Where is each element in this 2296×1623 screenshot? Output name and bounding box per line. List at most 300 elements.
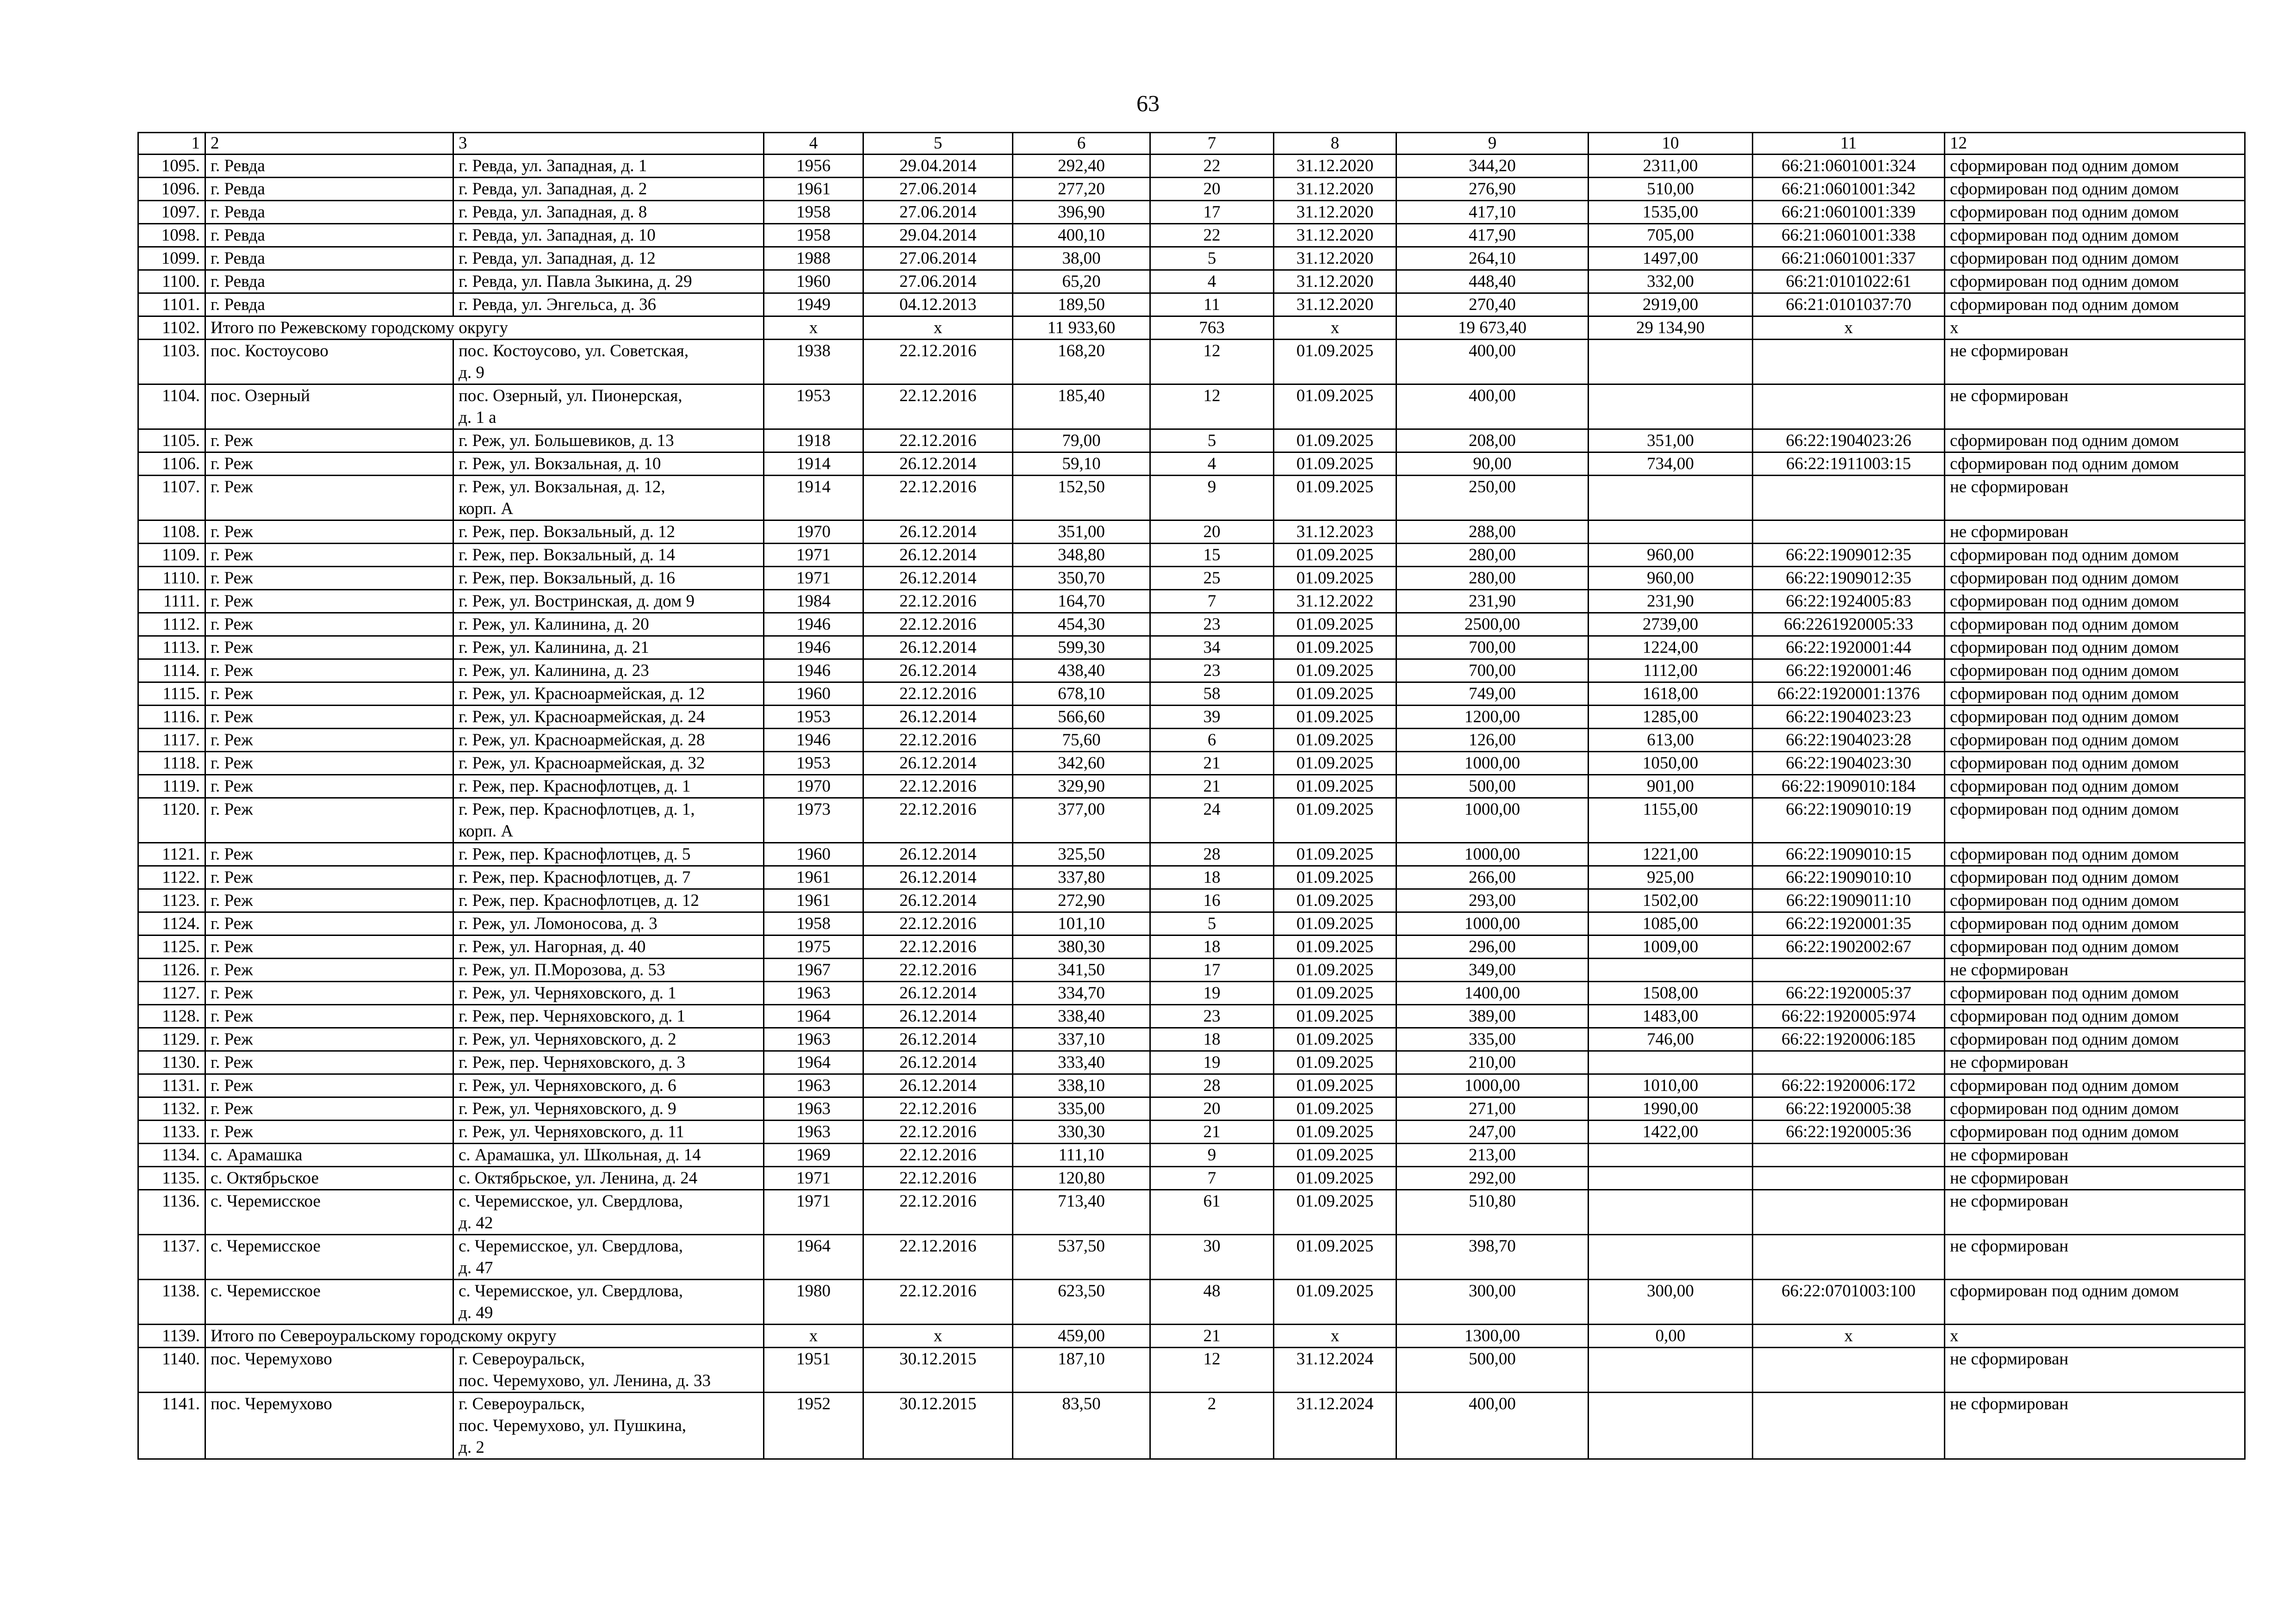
address-cell: [453, 659, 764, 682]
year-cell: 1961: [764, 889, 863, 912]
date-cell: 22.12.2016: [863, 476, 1013, 520]
address-line: г. Ревда, ул. Павла Зыкина, д. 29: [459, 272, 692, 291]
residents-cell: 12: [1150, 1348, 1274, 1393]
row-number: 1105.: [138, 429, 205, 452]
residents-cell: 7: [1150, 1167, 1274, 1190]
address-cell: [453, 798, 764, 843]
date-cell: 22.12.2016: [863, 429, 1013, 452]
cadastral-cell: 66:22:1920006:185: [1753, 1028, 1945, 1051]
locality-cell: пос. Черемухово: [205, 1348, 453, 1393]
address-line: г. Реж, пер. Краснофлотцев, д. 1: [459, 777, 691, 796]
table-row: [138, 935, 2245, 959]
cadastral-cell: 66:22:1904023:23: [1753, 706, 1945, 729]
col10-cell: 705,00: [1589, 224, 1753, 247]
table-row: [138, 682, 2245, 706]
address-cell: [453, 1393, 764, 1459]
deadline-cell: 01.09.2025: [1274, 912, 1396, 935]
col10-cell: 1502,00: [1589, 889, 1753, 912]
locality-cell: г. Ревда: [205, 293, 453, 316]
col9-cell: 266,00: [1396, 866, 1589, 889]
address-line: с. Черемисское, ул. Свердлова,: [459, 1237, 683, 1256]
row-number: 1102.: [138, 316, 205, 340]
cadastral-cell: 66:22:1909010:10: [1753, 866, 1945, 889]
residents-cell: 12: [1150, 384, 1274, 429]
table-row: [138, 476, 2245, 520]
address-line: пос. Костоусово, ул. Советская,: [459, 341, 689, 360]
deadline-cell: 31.12.2020: [1274, 201, 1396, 224]
year-cell: 1967: [764, 959, 863, 982]
row-number: 1111.: [138, 590, 205, 613]
page-number: 63: [1136, 90, 1160, 116]
cadastral-cell: 66:21:0101037:70: [1753, 293, 1945, 316]
cadastral-cell: 66:22:1902002:67: [1753, 935, 1945, 959]
total-row: [138, 316, 2245, 340]
year-cell: 1961: [764, 178, 863, 201]
address-cell: [453, 476, 764, 520]
address-line-cont: пос. Черемухово, ул. Пушкина,: [459, 1416, 687, 1435]
address-line-cont: д. 9: [459, 363, 484, 382]
status-cell: сформирован под одним домом: [1945, 659, 2245, 682]
address-line: г. Реж, ул. Черняховского, д. 6: [459, 1076, 676, 1095]
col9-cell: 1000,00: [1396, 912, 1589, 935]
table-row: [138, 1393, 2245, 1459]
address-cell: [453, 270, 764, 293]
col10-cell: 1483,00: [1589, 1005, 1753, 1028]
year-cell: 1963: [764, 1074, 863, 1097]
date-cell: 26.12.2014: [863, 520, 1013, 544]
col10-cell: [1589, 959, 1753, 982]
table-row: [138, 775, 2245, 798]
col10-cell: 1009,00: [1589, 935, 1753, 959]
address-line: с. Черемисское, ул. Свердлова,: [459, 1282, 683, 1301]
address-line: г. Реж, пер. Краснофлотцев, д. 5: [459, 845, 691, 864]
residents-cell: 5: [1150, 247, 1274, 270]
date-cell: 26.12.2014: [863, 1051, 1013, 1074]
col10-cell: 1010,00: [1589, 1074, 1753, 1097]
address-line: г. Реж, пер. Черняховского, д. 3: [459, 1053, 686, 1072]
row-number: 1127.: [138, 982, 205, 1005]
locality-cell: г. Реж: [205, 476, 453, 520]
address-cell: [453, 247, 764, 270]
date-cell: 22.12.2016: [863, 613, 1013, 636]
residents-cell: 34: [1150, 636, 1274, 659]
deadline-cell: x: [1274, 1325, 1396, 1348]
header-cell: 2: [205, 133, 453, 155]
deadline-cell: 31.12.2020: [1274, 178, 1396, 201]
residents-cell: 4: [1150, 270, 1274, 293]
row-number: 1103.: [138, 340, 205, 384]
address-cell: [453, 1190, 764, 1235]
residents-cell: 18: [1150, 935, 1274, 959]
cadastral-cell: [1753, 1393, 1945, 1459]
col10-cell: [1589, 384, 1753, 429]
row-number: 1118.: [138, 752, 205, 775]
locality-cell: г. Реж: [205, 843, 453, 866]
date-cell: 22.12.2016: [863, 1280, 1013, 1325]
header-cell: 3: [453, 133, 764, 155]
status-cell: сформирован под одним домом: [1945, 544, 2245, 567]
table-row: [138, 1121, 2245, 1144]
area-cell: 330,30: [1013, 1121, 1150, 1144]
address-line: г. Ревда, ул. Западная, д. 8: [459, 203, 647, 222]
area-cell: 75,60: [1013, 729, 1150, 752]
address-line: г. Реж, ул. Красноармейская, д. 32: [459, 754, 705, 773]
address-cell: [453, 775, 764, 798]
header-cell: 5: [863, 133, 1013, 155]
residents-cell: 15: [1150, 544, 1274, 567]
status-cell: сформирован под одним домом: [1945, 1005, 2245, 1028]
status-cell: сформирован под одним домом: [1945, 293, 2245, 316]
address-line: с. Черемисское, ул. Свердлова,: [459, 1192, 683, 1211]
residents-cell: 21: [1150, 1325, 1274, 1348]
area-cell: 292,40: [1013, 155, 1150, 178]
address-line: с. Октябрьское, ул. Ленина, д. 24: [459, 1169, 698, 1188]
col9-cell: 417,90: [1396, 224, 1589, 247]
table-row: [138, 178, 2245, 201]
area-cell: 120,80: [1013, 1167, 1150, 1190]
area-cell: 459,00: [1013, 1325, 1150, 1348]
col9-cell: 1300,00: [1396, 1325, 1589, 1348]
col10-cell: 510,00: [1589, 178, 1753, 201]
address-cell: [453, 935, 764, 959]
status-cell: не сформирован: [1945, 1167, 2245, 1190]
row-number: 1114.: [138, 659, 205, 682]
col10-cell: [1589, 1348, 1753, 1393]
year-cell: 1964: [764, 1005, 863, 1028]
area-cell: 334,70: [1013, 982, 1150, 1005]
residents-cell: 48: [1150, 1280, 1274, 1325]
col9-cell: 2500,00: [1396, 613, 1589, 636]
date-cell: 26.12.2014: [863, 889, 1013, 912]
year-cell: 1946: [764, 636, 863, 659]
deadline-cell: 31.12.2022: [1274, 590, 1396, 613]
cadastral-cell: 66:22:1909010:19: [1753, 798, 1945, 843]
col10-cell: 960,00: [1589, 567, 1753, 590]
year-cell: 1973: [764, 798, 863, 843]
area-cell: 185,40: [1013, 384, 1150, 429]
col10-cell: 1085,00: [1589, 912, 1753, 935]
address-line: г. Реж, ул. Вокзальная, д. 12,: [459, 477, 665, 496]
col9-cell: 280,00: [1396, 567, 1589, 590]
address-line: г. Реж, ул. Черняховского, д. 2: [459, 1030, 676, 1049]
address-line: г. Реж, пер. Краснофлотцев, д. 12: [459, 891, 699, 910]
year-cell: 1918: [764, 429, 863, 452]
cadastral-cell: 66:22:1920005:37: [1753, 982, 1945, 1005]
locality-cell: г. Реж: [205, 1097, 453, 1121]
col9-cell: 1400,00: [1396, 982, 1589, 1005]
table-row: [138, 1167, 2245, 1190]
area-cell: 623,50: [1013, 1280, 1150, 1325]
address-line: г. Реж, ул. Большевиков, д. 13: [459, 431, 674, 450]
status-cell: сформирован под одним домом: [1945, 567, 2245, 590]
cadastral-cell: 66:22:1920001:46: [1753, 659, 1945, 682]
year-cell: 1963: [764, 1097, 863, 1121]
status-cell: не сформирован: [1945, 959, 2245, 982]
date-cell: 30.12.2015: [863, 1348, 1013, 1393]
year-cell: x: [764, 1325, 863, 1348]
row-number: 1128.: [138, 1005, 205, 1028]
area-cell: 537,50: [1013, 1235, 1150, 1280]
deadline-cell: x: [1274, 316, 1396, 340]
date-cell: 22.12.2016: [863, 1190, 1013, 1235]
header-row: [138, 133, 2245, 155]
col10-cell: 1508,00: [1589, 982, 1753, 1005]
year-cell: 1971: [764, 1190, 863, 1235]
residents-cell: 5: [1150, 912, 1274, 935]
locality-cell: с. Черемисское: [205, 1235, 453, 1280]
row-number: 1108.: [138, 520, 205, 544]
year-cell: 1963: [764, 1121, 863, 1144]
date-cell: 22.12.2016: [863, 912, 1013, 935]
deadline-cell: 01.09.2025: [1274, 889, 1396, 912]
col9-cell: 400,00: [1396, 384, 1589, 429]
status-cell: сформирован под одним домом: [1945, 889, 2245, 912]
deadline-cell: 01.09.2025: [1274, 1144, 1396, 1167]
col10-cell: [1589, 1190, 1753, 1235]
address-line: г. Реж, ул. Черняховского, д. 1: [459, 984, 676, 1003]
residents-cell: 23: [1150, 1005, 1274, 1028]
row-number: 1136.: [138, 1190, 205, 1235]
cadastral-cell: [1753, 384, 1945, 429]
area-cell: 338,40: [1013, 1005, 1150, 1028]
residents-cell: 58: [1150, 682, 1274, 706]
address-cell: [453, 1074, 764, 1097]
col9-cell: 213,00: [1396, 1144, 1589, 1167]
area-cell: 337,10: [1013, 1028, 1150, 1051]
locality-cell: г. Реж: [205, 1074, 453, 1097]
date-cell: 26.12.2014: [863, 866, 1013, 889]
cadastral-cell: [1753, 1051, 1945, 1074]
row-number: 1129.: [138, 1028, 205, 1051]
year-cell: 1946: [764, 613, 863, 636]
address-cell: [453, 224, 764, 247]
status-cell: сформирован под одним домом: [1945, 429, 2245, 452]
year-cell: 1963: [764, 1028, 863, 1051]
area-cell: 272,90: [1013, 889, 1150, 912]
status-cell: сформирован под одним домом: [1945, 613, 2245, 636]
table-row: [138, 384, 2245, 429]
locality-cell: с. Арамашка: [205, 1144, 453, 1167]
address-line: г. Реж, ул. Калинина, д. 21: [459, 638, 649, 657]
col10-cell: 351,00: [1589, 429, 1753, 452]
residents-cell: 12: [1150, 340, 1274, 384]
address-cell: [453, 520, 764, 544]
locality-cell: г. Реж: [205, 613, 453, 636]
cadastral-cell: 66:21:0101022:61: [1753, 270, 1945, 293]
col10-cell: 332,00: [1589, 270, 1753, 293]
locality-cell: г. Реж: [205, 429, 453, 452]
row-number: 1096.: [138, 178, 205, 201]
status-cell: не сформирован: [1945, 384, 2245, 429]
row-number: 1115.: [138, 682, 205, 706]
locality-cell: пос. Костоусово: [205, 340, 453, 384]
col9-cell: 264,10: [1396, 247, 1589, 270]
deadline-cell: 01.09.2025: [1274, 935, 1396, 959]
col10-cell: 1221,00: [1589, 843, 1753, 866]
area-cell: 713,40: [1013, 1190, 1150, 1235]
locality-cell: г. Ревда: [205, 270, 453, 293]
address-line-cont: пос. Черемухово, ул. Ленина, д. 33: [459, 1371, 711, 1390]
date-cell: 22.12.2016: [863, 384, 1013, 429]
year-cell: 1958: [764, 201, 863, 224]
date-cell: 26.12.2014: [863, 982, 1013, 1005]
col10-cell: 1224,00: [1589, 636, 1753, 659]
year-cell: 1960: [764, 270, 863, 293]
col10-cell: 1050,00: [1589, 752, 1753, 775]
area-cell: 342,60: [1013, 752, 1150, 775]
table-row: [138, 590, 2245, 613]
deadline-cell: 01.09.2025: [1274, 384, 1396, 429]
area-cell: 678,10: [1013, 682, 1150, 706]
col9-cell: 1000,00: [1396, 798, 1589, 843]
cadastral-cell: 66:22:1909011:10: [1753, 889, 1945, 912]
residents-cell: 24: [1150, 798, 1274, 843]
col10-cell: [1589, 1167, 1753, 1190]
residents-cell: 20: [1150, 178, 1274, 201]
date-cell: 22.12.2016: [863, 775, 1013, 798]
deadline-cell: 01.09.2025: [1274, 544, 1396, 567]
deadline-cell: 01.09.2025: [1274, 959, 1396, 982]
deadline-cell: 31.12.2023: [1274, 520, 1396, 544]
address-line: г. Реж, ул. Красноармейская, д. 24: [459, 707, 705, 726]
col9-cell: 500,00: [1396, 1348, 1589, 1393]
table-row: [138, 1348, 2245, 1393]
address-cell: [453, 866, 764, 889]
table-row: [138, 1005, 2245, 1028]
status-cell: сформирован под одним домом: [1945, 843, 2245, 866]
row-number: 1137.: [138, 1235, 205, 1280]
area-cell: 325,50: [1013, 843, 1150, 866]
residents-cell: 9: [1150, 1144, 1274, 1167]
locality-cell: г. Реж: [205, 452, 453, 476]
address-line: г. Реж, ул. Востринская, д. дом 9: [459, 592, 695, 611]
area-cell: 152,50: [1013, 476, 1150, 520]
address-line: г. Ревда, ул. Энгельса, д. 36: [459, 295, 656, 314]
deadline-cell: 01.09.2025: [1274, 340, 1396, 384]
date-cell: 30.12.2015: [863, 1393, 1013, 1459]
address-line: пос. Озерный, ул. Пионерская,: [459, 386, 683, 405]
locality-cell: с. Октябрьское: [205, 1167, 453, 1190]
address-line: г. Североуральск,: [459, 1350, 585, 1369]
address-cell: [453, 1280, 764, 1325]
col9-cell: 300,00: [1396, 1280, 1589, 1325]
cadastral-cell: [1753, 1190, 1945, 1235]
area-cell: 566,60: [1013, 706, 1150, 729]
year-cell: 1952: [764, 1393, 863, 1459]
residents-cell: 11: [1150, 293, 1274, 316]
residents-cell: 22: [1150, 224, 1274, 247]
date-cell: 27.06.2014: [863, 178, 1013, 201]
year-cell: 1951: [764, 1348, 863, 1393]
row-number: 1121.: [138, 843, 205, 866]
address-cell: [453, 567, 764, 590]
locality-cell: г. Реж: [205, 959, 453, 982]
deadline-cell: 31.12.2020: [1274, 247, 1396, 270]
deadline-cell: 01.09.2025: [1274, 1005, 1396, 1028]
status-cell: сформирован под одним домом: [1945, 682, 2245, 706]
address-line-cont: д. 42: [459, 1214, 493, 1233]
table-row: [138, 340, 2245, 384]
locality-cell: г. Реж: [205, 682, 453, 706]
deadline-cell: 31.12.2020: [1274, 224, 1396, 247]
locality-cell: пос. Черемухово: [205, 1393, 453, 1459]
locality-cell: г. Реж: [205, 912, 453, 935]
cadastral-cell: [1753, 1348, 1945, 1393]
status-cell: сформирован под одним домом: [1945, 247, 2245, 270]
table-row: [138, 912, 2245, 935]
date-cell: 04.12.2013: [863, 293, 1013, 316]
residents-cell: 21: [1150, 1121, 1274, 1144]
cadastral-cell: 66:22:1920006:172: [1753, 1074, 1945, 1097]
date-cell: 27.06.2014: [863, 201, 1013, 224]
date-cell: 26.12.2014: [863, 1074, 1013, 1097]
area-cell: 329,90: [1013, 775, 1150, 798]
address-line: г. Североуральск,: [459, 1394, 585, 1413]
year-cell: 1956: [764, 155, 863, 178]
header-cell: 8: [1274, 133, 1396, 155]
table-row: [138, 959, 2245, 982]
year-cell: 1953: [764, 384, 863, 429]
cadastral-cell: [1753, 476, 1945, 520]
deadline-cell: 01.09.2025: [1274, 452, 1396, 476]
date-cell: 26.12.2014: [863, 659, 1013, 682]
date-cell: 22.12.2016: [863, 340, 1013, 384]
col10-cell: 901,00: [1589, 775, 1753, 798]
area-cell: 11 933,60: [1013, 316, 1150, 340]
cadastral-cell: 66:21:0601001:324: [1753, 155, 1945, 178]
locality-cell: г. Ревда: [205, 178, 453, 201]
status-cell: не сформирован: [1945, 1190, 2245, 1235]
date-cell: 29.04.2014: [863, 155, 1013, 178]
locality-cell: г. Реж: [205, 1121, 453, 1144]
status-cell: сформирован под одним домом: [1945, 982, 2245, 1005]
residents-cell: 18: [1150, 866, 1274, 889]
address-line: г. Реж, пер. Краснофлотцев, д. 1,: [459, 800, 695, 819]
col9-cell: 19 673,40: [1396, 316, 1589, 340]
year-cell: 1970: [764, 520, 863, 544]
year-cell: 1964: [764, 1235, 863, 1280]
col9-cell: 293,00: [1396, 889, 1589, 912]
cadastral-cell: [1753, 1235, 1945, 1280]
address-cell: [453, 1144, 764, 1167]
table-row: [138, 636, 2245, 659]
residents-cell: 6: [1150, 729, 1274, 752]
col10-cell: [1589, 476, 1753, 520]
residents-cell: 7: [1150, 590, 1274, 613]
address-line-cont: корп. А: [459, 499, 514, 518]
col10-cell: 1618,00: [1589, 682, 1753, 706]
residents-cell: 21: [1150, 775, 1274, 798]
col10-cell: 1112,00: [1589, 659, 1753, 682]
col10-cell: [1589, 1144, 1753, 1167]
table-row: [138, 729, 2245, 752]
area-cell: 377,00: [1013, 798, 1150, 843]
col9-cell: 288,00: [1396, 520, 1589, 544]
cadastral-cell: 66:22:1911003:15: [1753, 452, 1945, 476]
year-cell: x: [764, 316, 863, 340]
deadline-cell: 01.09.2025: [1274, 775, 1396, 798]
date-cell: 22.12.2016: [863, 935, 1013, 959]
row-number: 1110.: [138, 567, 205, 590]
residents-cell: 2: [1150, 1393, 1274, 1459]
address-line: с. Арамашка, ул. Школьная, д. 14: [459, 1146, 701, 1165]
residents-cell: 18: [1150, 1028, 1274, 1051]
row-number: 1125.: [138, 935, 205, 959]
area-cell: 341,50: [1013, 959, 1150, 982]
area-cell: 111,10: [1013, 1144, 1150, 1167]
table-row: [138, 659, 2245, 682]
col9-cell: 292,00: [1396, 1167, 1589, 1190]
